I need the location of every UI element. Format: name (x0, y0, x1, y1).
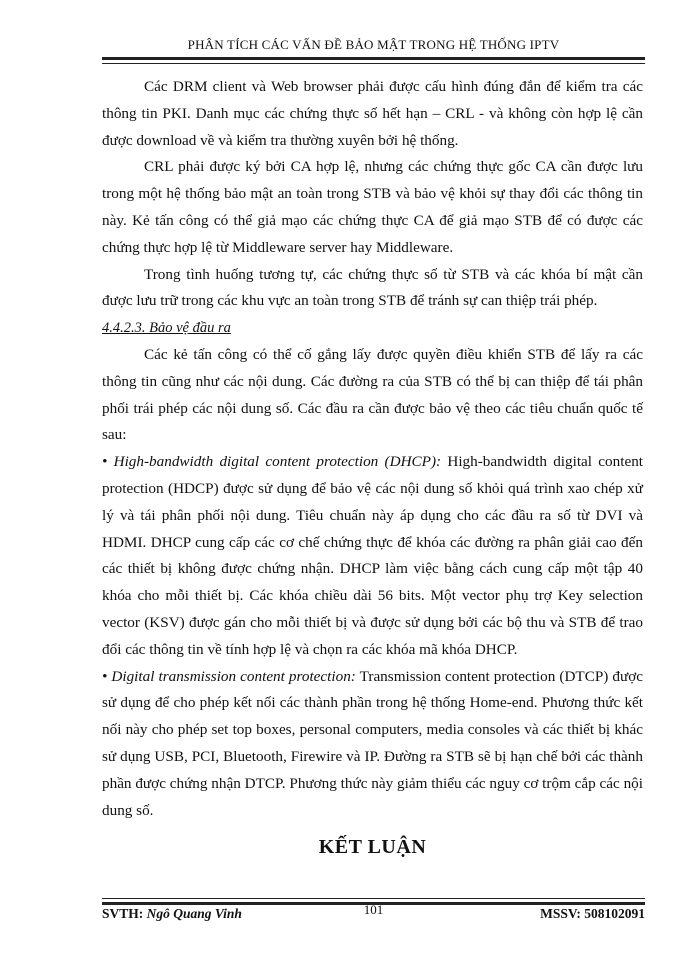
bullet-dtcp-text: Transmission content protection (DTCP) được sử dụng để cho phép kết nối các thành phần trong hệ thống Home-end. Phương thức kết nối này cho phép set top boxes, personal computers, media consoles và các thiết bị khác sử dụng USB, PCI, Bluetooth, Firewire và IP. Đường ra STB sẽ bị hạn chế bởi các thành phần được chứng nhận DTCP. Phương thức này giảm thiểu các nguy cơ trộm cắp các nội dung số. (102, 667, 643, 819)
paragraph-output-protection: Các kẻ tấn công có thể cố gắng lấy được quyền điều khiển STB để lấy ra các thông tin cũng như các nội dung. Các đường ra của STB có thể bị can thiệp để tái phân phối trái phép các nội dung số. Các đầu ra cần được bảo vệ theo các tiêu chuẩn quốc tế sau: (102, 345, 643, 444)
bullet-hdcp-text: High-bandwidth digital content protection (HDCP) được sử dụng để bảo vệ các nội dung số khỏi quá trình xao chép xử lý và tái phân phối nội dung. Tiêu chuẩn này áp dụng cho các đầu ra số từ DVI và HDMI. DHCP cung cấp các cơ chế chứng thực để khóa các đường ra phân giải cao đến các thiết bị không được chứng nhận. DHCP làm việc bằng cách cung cấp một tập 40 khóa cho mỗi thiết bị. Các khóa chiều dài 56 bits. Một vector phụ trợ Key selection vector (KSV) được gán cho mỗi thiết bị và được sử dụng bởi các bộ thu và STB để trao đổi các thông tin về tính hợp lệ và chọn ra các khóa mã khóa DHCP. (102, 453, 644, 658)
footer-rule-thin (102, 898, 645, 899)
footer-student-id: MSSV: 508102091 (540, 906, 645, 921)
footer-student-label: SVTH: (102, 906, 144, 921)
bullet-hdcp-lead: • High-bandwidth digital content protection (DHCP): (102, 453, 442, 471)
bullet-hdcp (102, 449, 643, 663)
paragraph-stb-keys: Trong tình huống tương tự, các chứng thực số từ STB và các khóa bí mật cần được lưu trữ trong các khu vực an toàn trong STB để tránh sự can thiệp trái phép. (102, 265, 643, 310)
section-heading: 4.4.2.3. Bảo vệ đầu ra (102, 320, 231, 337)
footer-student-name: Ngô Quang Vinh (146, 906, 242, 921)
bullet-dtcp (102, 664, 643, 825)
page-footer (102, 902, 645, 926)
paragraph-crl: CRL phải được ký bởi CA hợp lệ, nhưng các chứng thực gốc CA cần được lưu trong một hệ thống bảo mật an toàn trong STB và bảo vệ khỏi sự thay đổi các thông tin này. Kẻ tấn công có thể giả mạo các chứng thực CA để giả mạo STB để có được các chứng thực hợp lệ từ Middleware server hay Middleware. (102, 158, 643, 256)
document-body (102, 74, 643, 862)
header-rule (102, 57, 645, 64)
conclusion-heading: KẾT LUẬN (318, 836, 427, 859)
page-number: 101 (363, 902, 384, 917)
bullet-dtcp-lead: • Digital transmission content protection: (102, 667, 356, 685)
paragraph-pki: Các DRM client và Web browser phải được cấu hình đúng đắn để kiểm tra các thông tin PKI. Danh mục các chứng thực số hết hạn – CRL - và không còn hợp lệ cần được download về và kiểm tra thường xuyên bởi hệ thống. (102, 78, 643, 149)
page-header: PHÂN TÍCH CÁC VẤN ĐỀ BẢO MẬT TRONG HỆ THỐNG IPTV (187, 37, 560, 52)
